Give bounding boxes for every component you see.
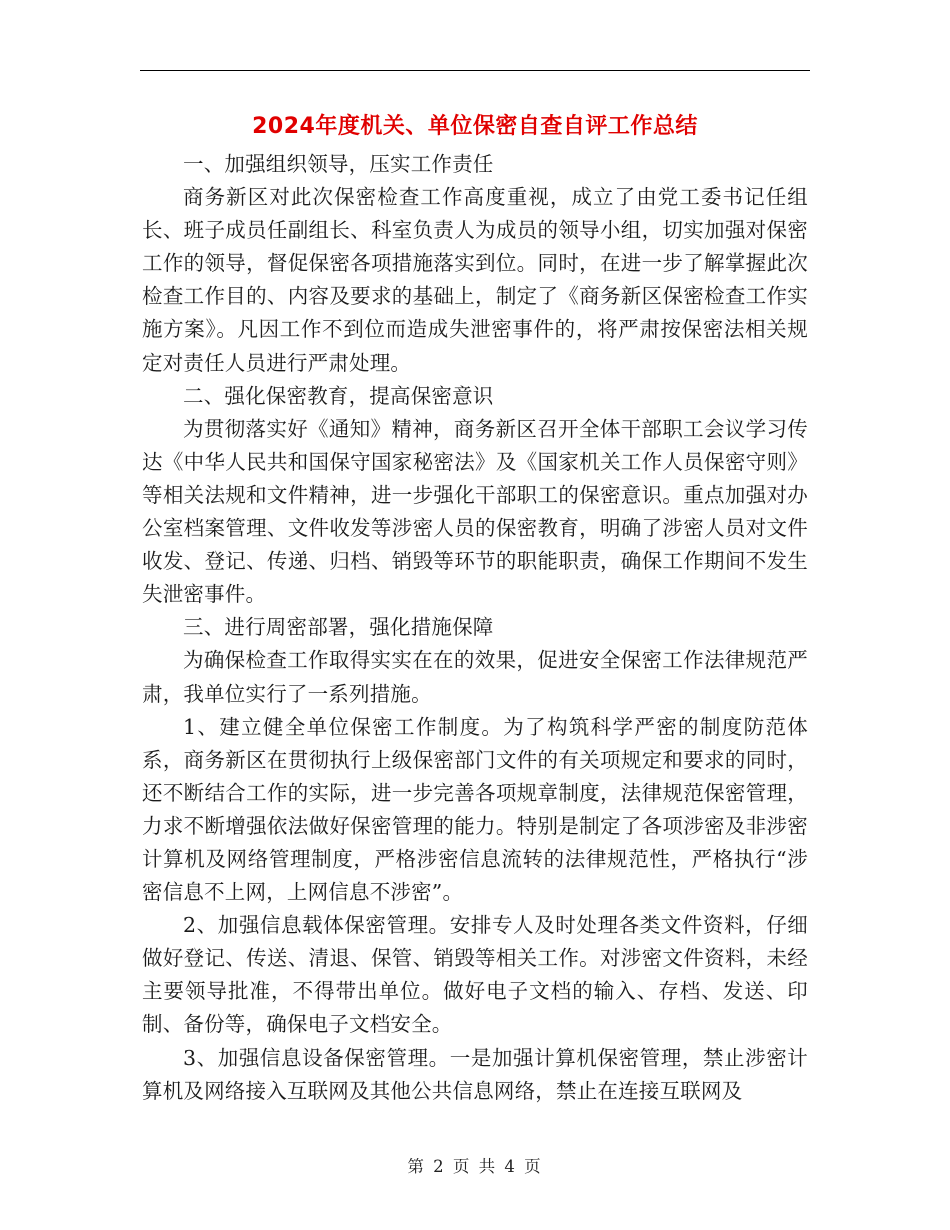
header-rule — [140, 70, 810, 71]
section-heading-3: 三、进行周密部署，强化措施保障 — [183, 615, 494, 640]
body-paragraph: 为贯彻落实好《通知》精神，商务新区召开全体干部职工会议学习传达《中华人民共和国保守国家秘密法》及《国家机关工作人员保密守则》等相关法规和文件精神，进一步强化干部职工的保密意识。重点加强对办公室档案管理、文件收发等涉密人员的保密教育，明确了涉密人员对文件收发、登记、传递、归档、销毁等环节的职能职责，确保工作期间不发生失泄密事件。 — [142, 416, 808, 607]
body-paragraph: 1、建立健全单位保密工作制度。为了构筑科学严密的制度防范体系，商务新区在贯彻执行上级保密部门文件的有关项规定和要求的同时，还不断结合工作的实际，进一步完善各项规章制度，法律规范保密管理，力求不断增强依法做好保密管理的能力。特别是制定了各项涉密及非涉密计算机及网络管理制度，严格涉密信息流转的法律规范性，严格执行“涉密信息不上网，上网信息不涉密”。 — [142, 714, 808, 905]
document-title: 2024年度机关、单位保密自查自评工作总结 — [252, 114, 698, 139]
document-body — [142, 148, 808, 1108]
section-heading-1: 一、加强组织领导，压实工作责任 — [183, 152, 494, 176]
body-paragraph: 为确保检查工作取得实实在在的效果，促进安全保密工作法律规范严肃，我单位实行了一系列措施。 — [142, 648, 808, 706]
page-number: 第 2 页 共 4 页 — [407, 1157, 543, 1176]
section-heading-2: 二、强化保密教育，提高保密意识 — [183, 383, 494, 408]
body-paragraph: 3、加强信息设备保密管理。一是加强计算机保密管理，禁止涉密计算机及网络接入互联网及其他公共信息网络，禁止在连接互联网及 — [142, 1045, 808, 1103]
body-paragraph: 商务新区对此次保密检查工作高度重视，成立了由党工委书记任组长、班子成员任副组长、科室负责人为成员的领导小组，切实加强对保密工作的领导，督促保密各项措施落实到位。同时，在进一步了解掌握此次检查工作目的、内容及要求的基础上，制定了《商务新区保密检查工作实施方案》。凡因工作不到位而造成失泄密事件的，将严肃按保密法相关规定对责任人员进行严肃处理。 — [142, 185, 808, 375]
body-paragraph: 2、加强信息载体保密管理。安排专人及时处理各类文件资料，仔细做好登记、传送、清退、保管、销毁等相关工作。对涉密文件资料，未经主要领导批准，不得带出单位。做好电子文档的输入、存档、发送、印制、备份等，确保电子文档安全。 — [142, 913, 808, 1037]
